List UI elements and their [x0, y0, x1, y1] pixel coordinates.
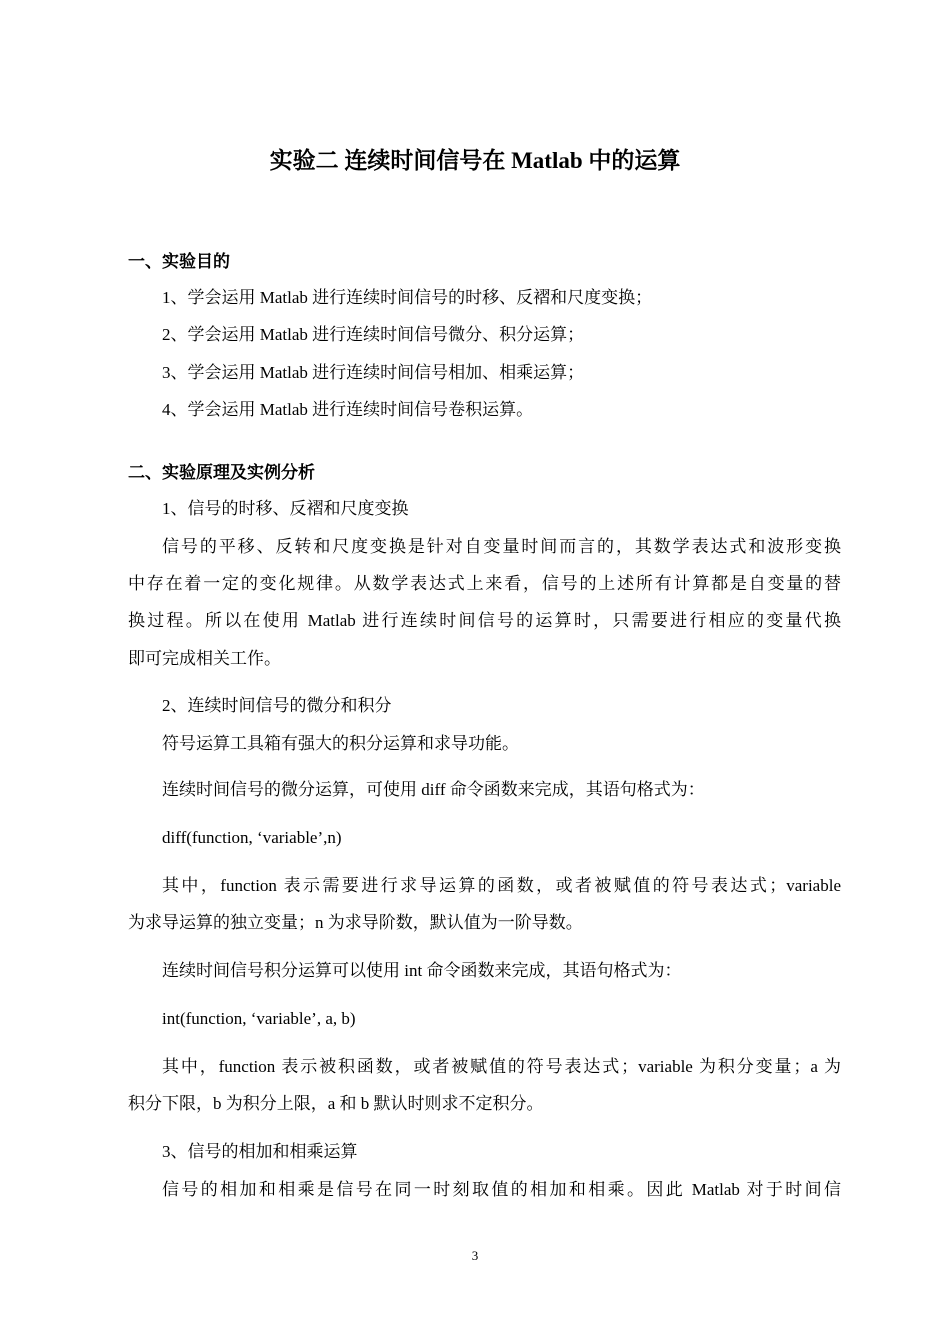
subsection-title: 2、连续时间信号的微分和积分 — [162, 696, 392, 715]
paragraph-line: 连续时间信号积分运算可以使用 int 命令函数来完成，其语句格式为： — [162, 961, 682, 980]
section-heading-objectives: 一、实验目的 — [128, 252, 230, 271]
paragraph-line: 其中，function 表示被积函数，或者被赋值的符号表达式；variable 为积分变量；a 为 — [162, 1057, 841, 1076]
page-title: 实验二 连续时间信号在 Matlab 中的运算 — [269, 148, 681, 173]
paragraph-line: 中存在着一定的变化规律。从数学表达式上来看，信号的上述所有计算都是自变量的替 — [128, 574, 841, 593]
paragraph-line: 连续时间信号的微分运算，可使用 diff 命令函数来完成，其语句格式为： — [162, 780, 705, 799]
paragraph-line: 换过程。所以在使用 Matlab 进行连续时间信号的运算时，只需要进行相应的变量代换 — [128, 611, 841, 630]
page-number: 3 — [471, 1248, 479, 1263]
objective-item: 1、学会运用 Matlab 进行连续时间信号的时移、反褶和尺度变换； — [162, 288, 653, 307]
paragraph-line: 信号的相加和相乘是信号在同一时刻取值的相加和相乘。因此 Matlab 对于时间信 — [162, 1180, 841, 1199]
paragraph-line: 为求导运算的独立变量；n 为求导阶数，默认值为一阶导数。 — [128, 913, 583, 932]
objective-item: 2、学会运用 Matlab 进行连续时间信号微分、积分运算； — [162, 325, 585, 344]
paragraph-line: 即可完成相关工作。 — [128, 649, 281, 668]
code-syntax: int(function, ‘variable’, a, b) — [162, 1009, 356, 1028]
code-syntax: diff(function, ‘variable’,n) — [162, 828, 342, 847]
subsection-title: 1、信号的时移、反褶和尺度变换 — [162, 499, 409, 518]
paragraph-line: 符号运算工具箱有强大的积分运算和求导功能。 — [162, 734, 519, 753]
paragraph-line: 其中，function 表示需要进行求导运算的函数，或者被赋值的符号表达式；variable — [162, 876, 841, 895]
paragraph-line: 信号的平移、反转和尺度变换是针对自变量时间而言的，其数学表达式和波形变换 — [162, 537, 841, 556]
section-heading-principles: 二、实验原理及实例分析 — [128, 463, 315, 482]
objective-item: 3、学会运用 Matlab 进行连续时间信号相加、相乘运算； — [162, 363, 585, 382]
paragraph-line: 积分下限，b 为积分上限，a 和 b 默认时则求不定积分。 — [128, 1094, 544, 1113]
objective-item: 4、学会运用 Matlab 进行连续时间信号卷积运算。 — [162, 400, 534, 419]
subsection-title: 3、信号的相加和相乘运算 — [162, 1142, 358, 1161]
